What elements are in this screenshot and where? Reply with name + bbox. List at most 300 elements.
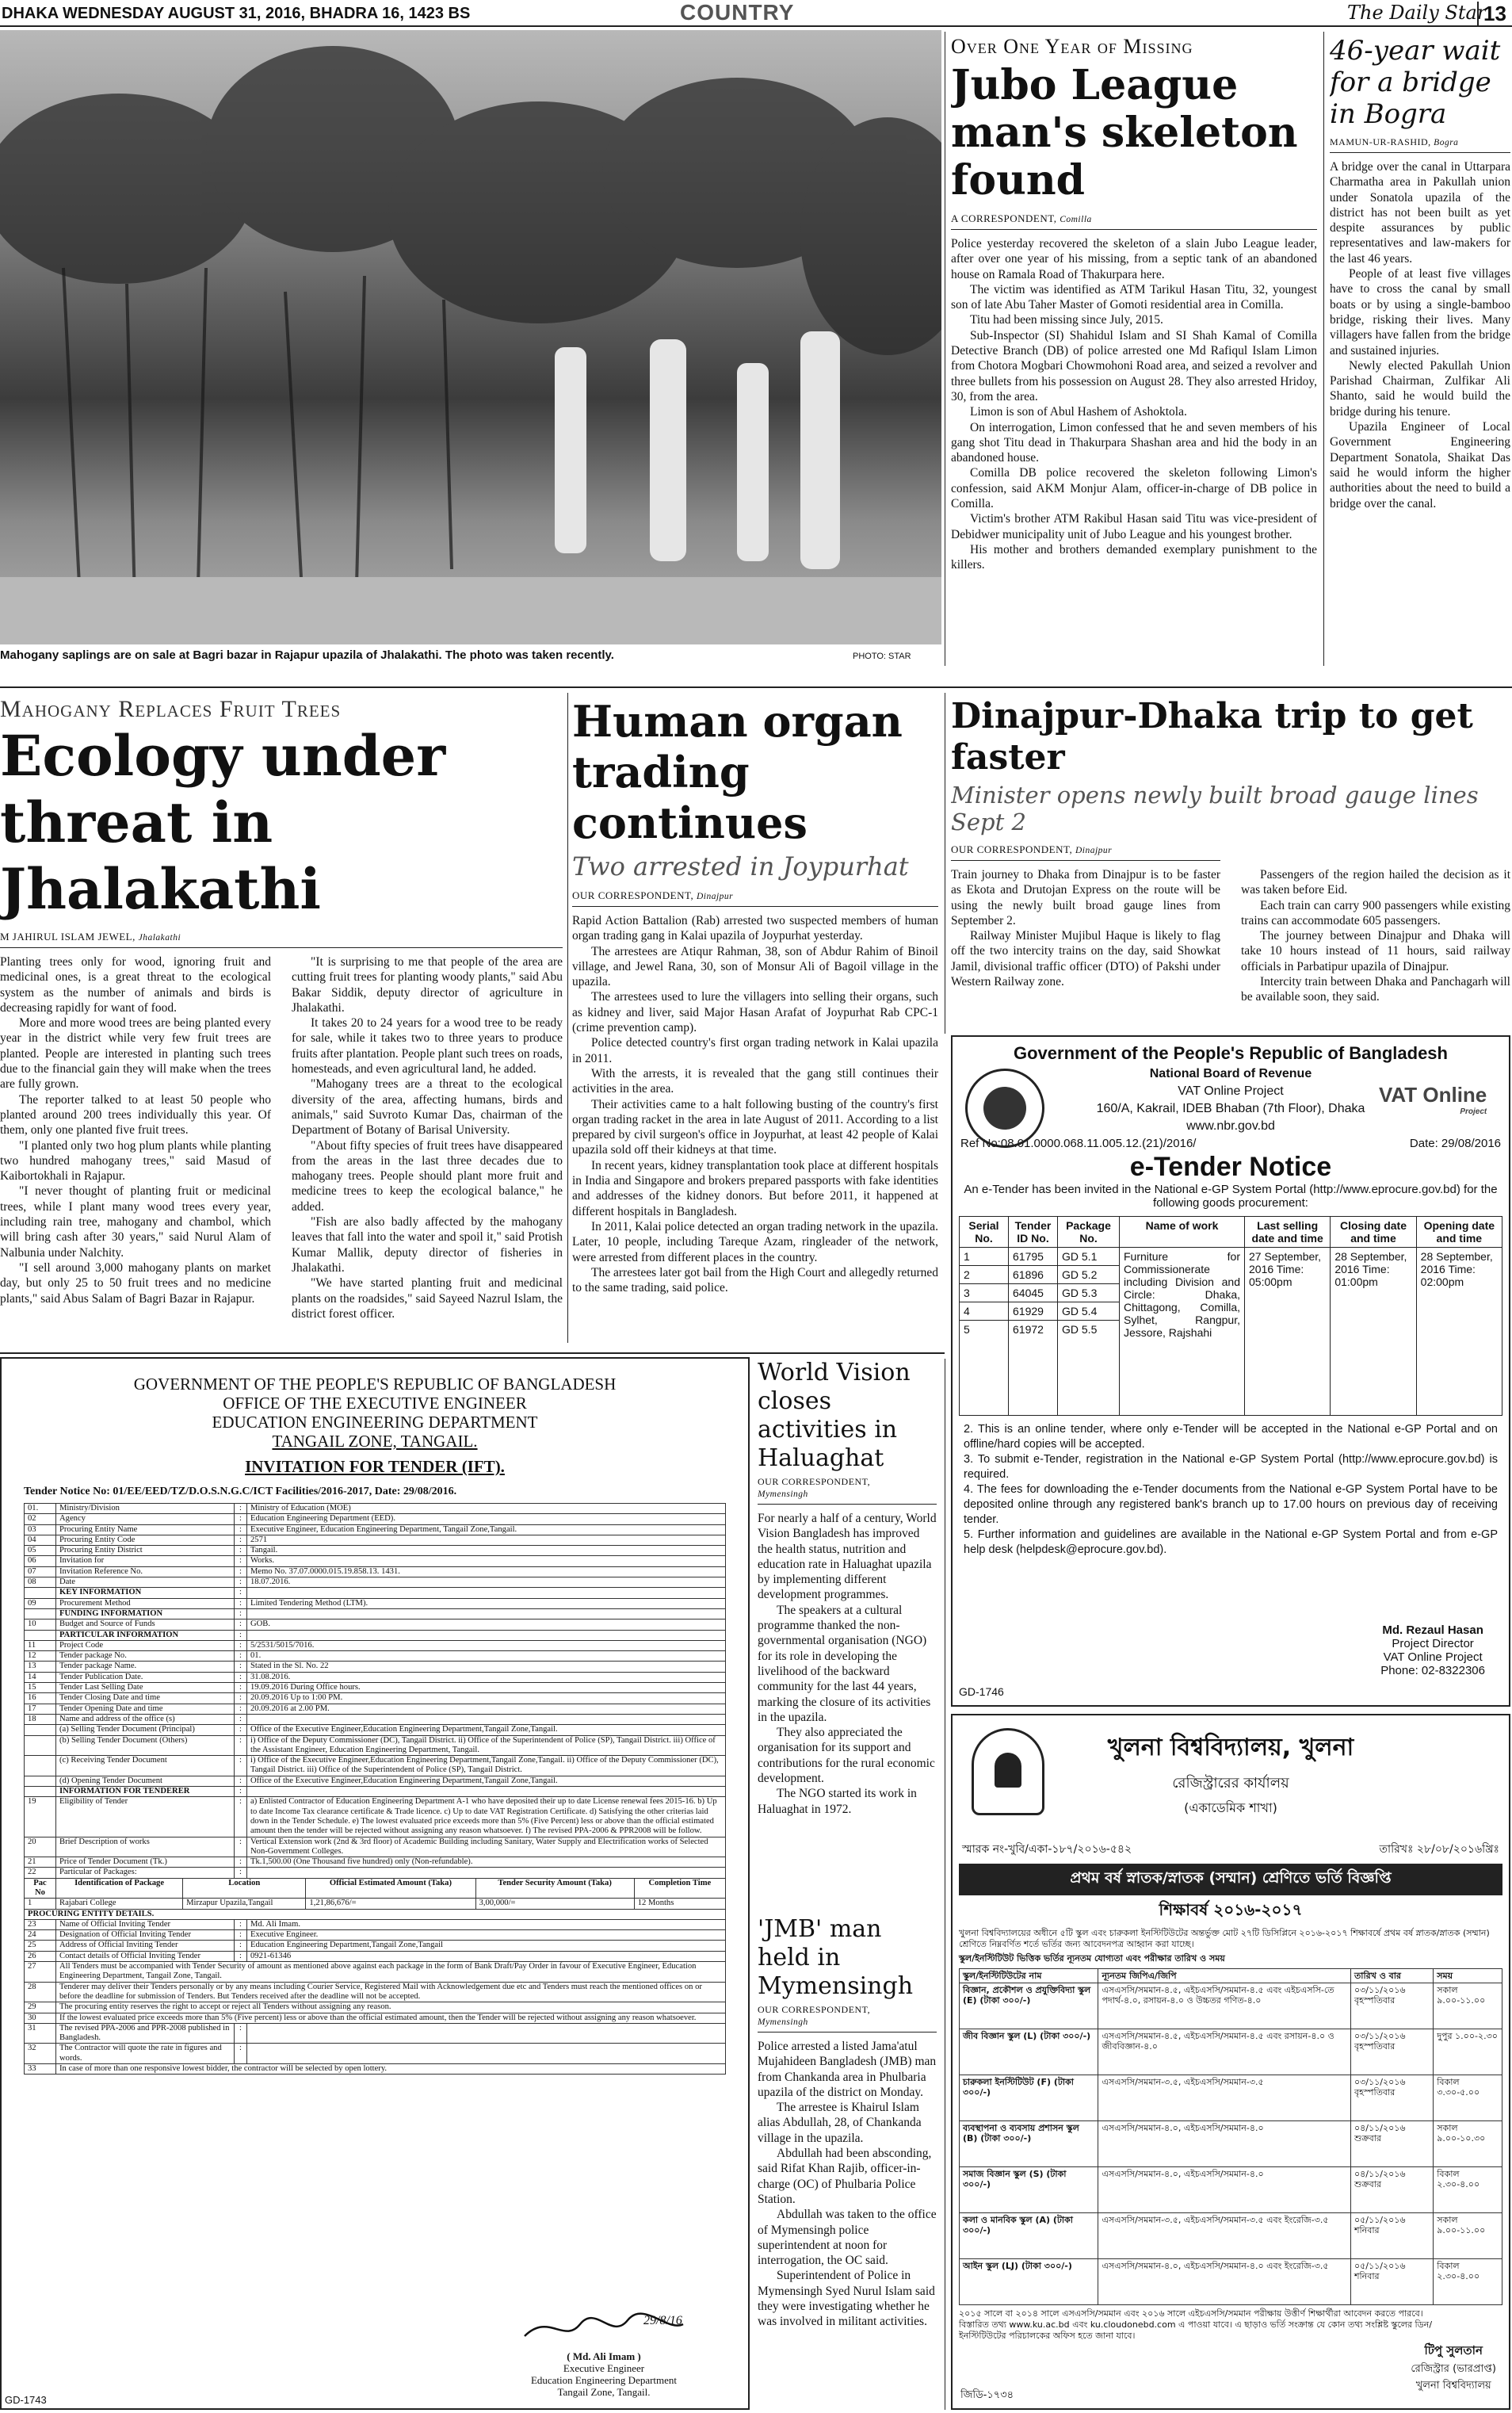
- colon-separator: :: [235, 1930, 247, 1941]
- colon-separator: :: [235, 1725, 247, 1735]
- organ-article: [572, 696, 938, 1338]
- jmb-headline: 'JMB' man held in Mymensingh: [758, 1915, 914, 2000]
- cell: 27: [25, 1962, 56, 1983]
- cell: Particular of Packages:: [56, 1868, 235, 1878]
- cell: Education Engineering Department,Tangail Zone,Tangail: [247, 1941, 726, 1951]
- cell: 18.07.2016.: [247, 1577, 726, 1588]
- paragraph: With the arrests, it is revealed that the gang still continues their activities in the area.: [572, 1066, 938, 1096]
- etender-table: [959, 1216, 1502, 1416]
- cell: Price of Tender Document (Tk.): [56, 1857, 235, 1868]
- paragraph: The speakers at a cultural programme thanked the non-governmental organisation (NGO) for its role in developing the livelihood of the backward community for the last 44 years, marking the closure of its activities in the upazila.: [758, 1603, 931, 1724]
- cell: 5/2531/5015/7016.: [247, 1640, 726, 1650]
- ift-signature: [477, 2308, 731, 2398]
- jubo-headline: Jubo League man's skeleton found: [951, 61, 1298, 205]
- sign-org: VAT Online Project: [1383, 1650, 1483, 1664]
- cell-closing: 28 September, 2016 Time: 01:00pm: [1331, 1248, 1416, 1416]
- table-row: [25, 1546, 726, 1556]
- colon-separator: :: [235, 1837, 247, 1857]
- colon-separator: :: [235, 1756, 247, 1776]
- cell: সমাজ বিজ্ঞান স্কুল (S) (টাকা ৩০০/-): [960, 2167, 1098, 2213]
- sig-date: 29/8/16: [643, 2314, 682, 2327]
- cell: 20.09.2016 Up to 1:00 PM.: [247, 1693, 726, 1704]
- colon-separator: :: [235, 1787, 247, 1797]
- paragraph: People of at least five villages have to cross the canal by small boats or by using a single-bamboo bridge, risking their lives. Many villagers have fallen from the bridge and sustained injuries.: [1330, 267, 1510, 358]
- etender-code: GD-1746: [959, 1685, 1004, 1698]
- wv-body: [758, 1511, 937, 1817]
- cell: 07: [25, 1566, 56, 1577]
- cell: i) Office of the Executive Engineer,Education Engineering Department,Tangail Zone,Tangail. ii) Office of the Deputy Commissioner (DC), Tangail District. iii) Office of the Superintendent of Police (SP), Tangail District.: [247, 1756, 726, 1776]
- note: 3. To submit e-Tender, registration in the National e-GP System Portal (http://www.eprocure.gov.bd) is required.: [964, 1453, 1498, 1481]
- table-row: [25, 1704, 726, 1714]
- mahogany-headline: Ecology under threat in Jhalakathi: [0, 723, 446, 922]
- table-header-row: [960, 1969, 1502, 1983]
- ku-office: রেজিস্ট্রারের কার্যালয়: [1172, 1775, 1289, 1792]
- cell: 02: [25, 1514, 56, 1524]
- cell: ০৪/১১/২০১৬ শুক্রবার: [1351, 2167, 1434, 2213]
- mahogany-body: [0, 954, 563, 1354]
- cell: 2571: [247, 1535, 726, 1545]
- colon-separator: :: [235, 1546, 247, 1556]
- cell-last-sell: 27 September, 2016 Time: 05:00pm: [1245, 1248, 1331, 1416]
- table-row: [25, 1588, 726, 1598]
- table-row: [25, 1630, 726, 1640]
- table-row: [25, 1837, 726, 1857]
- paragraph: Rapid Action Battalion (Rab) arrested two suspected members of human organ trading gang in Kalai upazila of Joypurhat yesterday.: [572, 914, 938, 943]
- column-header: Opening date and time: [1416, 1217, 1502, 1248]
- table-row: [25, 1930, 726, 1941]
- table-row: [25, 1683, 726, 1693]
- colon-separator: :: [235, 1504, 247, 1514]
- cell: 03: [25, 1524, 56, 1535]
- etender-notice: [951, 1035, 1510, 1707]
- colon-separator: :: [235, 1714, 247, 1724]
- cell: Stated in the Sl. No. 22: [247, 1662, 726, 1672]
- cell: [247, 2023, 726, 2044]
- column-header: Tender ID No.: [1009, 1217, 1058, 1248]
- photo-credit: PHOTO: STAR: [853, 652, 911, 661]
- table-row: [25, 1693, 726, 1704]
- ift-table: [24, 1503, 726, 1879]
- table-row: [25, 1909, 726, 1919]
- cell: Executive Engineer.: [247, 1930, 726, 1941]
- colon-separator: :: [235, 1693, 247, 1704]
- table-row: [25, 1725, 726, 1735]
- table-row: [960, 1983, 1502, 2029]
- cell: Invitation Reference No.: [56, 1566, 235, 1577]
- cell: GD 5.1: [1058, 1248, 1120, 1266]
- paragraph: The reporter talked to at least 50 people who planted around 200 trees individually this year. Of them, only one planted five fruit trees.: [0, 1092, 271, 1138]
- ift-package-table: [24, 1878, 726, 1920]
- colon-separator: :: [235, 1630, 247, 1640]
- cell: [25, 1588, 56, 1598]
- cell: ০৫/১১/২০১৬ শনিবার: [1351, 2213, 1434, 2259]
- cell: 18: [25, 1714, 56, 1724]
- cell: 3,00,000/=: [475, 1899, 634, 1909]
- train-article: [951, 696, 1510, 1029]
- table-row: [960, 2259, 1502, 2305]
- cell: 30: [25, 2013, 56, 2023]
- cell: 64045: [1009, 1284, 1058, 1302]
- colon-separator: :: [235, 1514, 247, 1524]
- ku-date: তারিখঃ ২৮/০৮/২০১৬খ্রিঃ: [1379, 1843, 1499, 1856]
- table-row: [25, 1524, 726, 1535]
- cell: Office of the Executive Engineer,Education Engineering Department,Tangail Zone,Tangail.: [247, 1725, 726, 1735]
- cell: 06: [25, 1556, 56, 1566]
- column-header: Completion Time: [634, 1878, 725, 1899]
- photo-caption: Mahogany saplings are on sale at Bagri bazar in Rajapur upazila of Jhalakathi. The photo was taken recently.: [0, 648, 614, 662]
- colon-separator: :: [235, 1919, 247, 1929]
- cell: i) Office of the Deputy Commissioner (DC), Tangail District. ii) Office of the Superintendent of Police (SP), Tangail District. iii) Office of the Assistant Engineer, Education Engineering Department, Tangail.: [247, 1735, 726, 1756]
- etender-project: VAT Online Project: [1178, 1084, 1284, 1098]
- cell: 23: [25, 1919, 56, 1929]
- sig-title: Executive Engineer: [563, 2362, 645, 2374]
- paragraph: Sub-Inspector (SI) Shahidul Islam and SI Shah Kamal of Comilla Detective Branch (DB) of police arrested one Md Rafiqul Islam Limon from Chotora Mogbari Chowmohoni Road area, and seized a revolver and three bullets from his possession on August 28. They also arrested Hridoy, 30, from the area.: [951, 328, 1317, 403]
- ift-line4: TANGAIL ZONE, TANGAIL.: [272, 1432, 478, 1451]
- jubo-kicker: Over One Year of Missing: [951, 35, 1193, 58]
- cell: (d) Opening Tender Document: [56, 1776, 235, 1786]
- colon-separator: :: [235, 2023, 247, 2044]
- cell: 33: [25, 2064, 56, 2075]
- table-row: [25, 1714, 726, 1724]
- cell: Procuring Entity Name: [56, 1524, 235, 1535]
- table-row: [25, 1651, 726, 1662]
- colon-separator: :: [235, 2044, 247, 2064]
- cell: 05: [25, 1546, 56, 1556]
- cell: Rajabari College: [56, 1899, 183, 1909]
- cell: If the lowest evaluated price exceeds more than 5% (Five percent) less or above than the official estimated amount, then the Tender will be rejected without assigning any reason whatsoever.: [56, 2013, 726, 2023]
- cell: Contact details of Official Inviting Tender: [56, 1951, 235, 1961]
- column-header: Pac No: [25, 1878, 56, 1899]
- cell: Education Engineering Department (EED).: [247, 1514, 726, 1524]
- column-header: Identification of Package: [56, 1878, 183, 1899]
- colon-separator: :: [235, 1640, 247, 1650]
- colon-separator: :: [235, 1672, 247, 1682]
- cell: 08: [25, 1577, 56, 1588]
- cell: GD 5.4: [1058, 1302, 1120, 1321]
- ku-intro: খুলনা বিশ্ববিদ্যালয়ের অধীনে ৫টি স্কুল এবং চারুকলা ইনস্টিটিউটের অন্তর্ভুক্ত মোট ২৭টি ডিসিপ্লিনে ২০১৬-২০১৭ শিক্ষাবর্ষে প্রথম বর্ষ স্নাতক/স্নাতক (সম্মান) শ্রেণিতে নিম্নবর্ণিত শর্তে ভর্তির জন্য আবেদনপত্র আহ্বান করা যাচ্ছে।: [959, 1928, 1490, 1949]
- cell: 31: [25, 2023, 56, 2044]
- table-row: [25, 1504, 726, 1514]
- organ-byline: OUR CORRESPONDENT,: [572, 889, 694, 901]
- cell: এসএসসি/সমমান-৩.৫, এইচএসসি/সমমান-৩.৫: [1098, 2075, 1351, 2121]
- cell: 0921-61346: [247, 1951, 726, 1961]
- cell: 61896: [1009, 1266, 1058, 1284]
- cell: 11: [25, 1640, 56, 1650]
- cell: In case of more than one responsive lowest bidder, the contractor will be selected by open lottery.: [56, 2064, 726, 2075]
- cell: [247, 2044, 726, 2064]
- cell: 1: [960, 1248, 1009, 1266]
- etender-signature: [1380, 1623, 1485, 1677]
- paragraph: Each train can carry 900 passengers while existing trains can accommodate 605 passengers.: [1241, 898, 1510, 927]
- bogra-body: [1330, 159, 1510, 511]
- ku-table: [959, 1968, 1502, 2305]
- cell: GOB.: [247, 1620, 726, 1630]
- paragraph: The NGO started its work in Haluaghat in 1972.: [758, 1787, 917, 1816]
- cell: সকাল ৯.০০-১১.০০: [1434, 1983, 1502, 2029]
- cell: 22: [25, 1868, 56, 1878]
- jmb-byline: OUR CORRESPONDENT,: [758, 2004, 871, 2015]
- colon-separator: :: [235, 1620, 247, 1630]
- table-row: [960, 1248, 1502, 1266]
- paragraph: A bridge over the canal in Uttarpara Charmatha area in Pakullah union under Sonatola upazila of the district has not been built as yet despite assurances by public representatives and law-makers for the last 46 years.: [1330, 160, 1510, 266]
- paragraph: The arrestees are Atiqur Rahman, 38, son of Abdur Rahim of Binoil village, and Jewel Rana, 30, son of Monsur Ali of Bagoil village in the upazila.: [572, 944, 938, 989]
- nbr-emblem-icon: [965, 1069, 1044, 1148]
- wv-article: [758, 1359, 937, 1914]
- paragraph: "Fish are also badly affected by the mahogany leaves that fall into the water and spoil it," said Protish Kumar Mallik, deputy director of fisheries in Jhalakathi.: [292, 1215, 563, 1275]
- table-row: [960, 2121, 1502, 2167]
- cell: Tenderer may deliver their Tenders personally or by any means including Courier Service, Registered Mail with Acknowledgement due etc and Tenders must reach the mentioned offices on or before the deadline for submission of Tenders. But Tenders received after the deadline will not be accepted.: [56, 1982, 726, 2002]
- cell: 12: [25, 1651, 56, 1662]
- column-header: Location: [183, 1878, 306, 1899]
- table-row: [25, 1672, 726, 1682]
- cell: The Contractor will quote the rate in figures and words.: [56, 2044, 235, 2064]
- paragraph: On interrogation, Limon confessed that he and seven members of his gang shot Titu dead in Thakurpara Shashan area and hid the body in an abandoned house.: [951, 420, 1317, 465]
- cell: [25, 1725, 56, 1735]
- cell: 15: [25, 1683, 56, 1693]
- ku-signature: [1411, 2342, 1496, 2395]
- ift-header: [24, 1375, 726, 1476]
- cell: [247, 1588, 726, 1598]
- etender-title: e-Tender Notice: [1129, 1152, 1332, 1182]
- cell: PARTICULAR INFORMATION: [56, 1630, 235, 1640]
- cell: 28: [25, 1982, 56, 2002]
- cell: 10: [25, 1620, 56, 1630]
- table-row: [25, 1556, 726, 1566]
- paragraph: Planting trees only for wood, ignoring fruit and medicinal ones, is a great threat to the ecological system as the number of animals and birds is decreasing rapidly for want of food.: [0, 955, 271, 1015]
- bogra-byline: MAMUN-UR-RASHID,: [1330, 136, 1431, 147]
- etender-gov: Government of the People's Republic of Bangladesh: [1014, 1043, 1448, 1063]
- jubo-article: [951, 35, 1317, 669]
- table-row: [25, 1608, 726, 1619]
- cell: 26: [25, 1951, 56, 1961]
- column-rule: [567, 693, 568, 1343]
- cell: 25: [25, 1941, 56, 1951]
- paragraph: "I never thought of planting fruit or medicinal trees, while I plant many wood trees every year, including rain tree, mahogany and chambol, which will bring cash after 30 years," said Nurul Alam of Nalbunia under Nalchity.: [0, 1184, 271, 1260]
- colon-separator: :: [235, 1797, 247, 1837]
- paragraph: Police yesterday recovered the skeleton of a slain Jubo League leader, after over one year of his missing, from a septic tank of an abandoned house on Ramala Road of Thakurpara here.: [951, 237, 1317, 281]
- paragraph: Police arrested a listed Jama'atul Mujahideen Bangladesh (JMB) man from Chankanda area in Phulbaria upazila of the district on Monday.: [758, 2040, 937, 2099]
- table-row: [25, 1776, 726, 1786]
- paragraph: "It is surprising to me that people of the area are cutting fruit trees for planting woody plants," said Abu Bakar Siddik, deputy director of agriculture in Jhalakathi.: [292, 955, 563, 1015]
- ku-branch: (একাডেমিক শাখা): [1184, 1800, 1277, 1815]
- train-subhead: Minister opens newly built broad gauge lines Sept 2: [951, 782, 1479, 836]
- horizontal-rule: [0, 686, 1512, 688]
- cell: The procuring entity reserves the right to accept or reject all Tenders without assigning any reason.: [56, 2002, 726, 2013]
- cell: Brief Description of works: [56, 1837, 235, 1857]
- cell: [25, 1756, 56, 1776]
- cell: GD 5.3: [1058, 1284, 1120, 1302]
- etender-board: National Board of Revenue: [1149, 1067, 1312, 1080]
- etender-refline: [953, 1134, 1509, 1150]
- cell: Works.: [247, 1556, 726, 1566]
- note: 2. This is an online tender, where only e-Tender will be accepted in the National e-GP Portal and on offline/hard copies will be accepted.: [964, 1423, 1498, 1451]
- wv-headline: World Vision closes activities in Haluaghat: [758, 1359, 911, 1472]
- colon-separator: :: [235, 1577, 247, 1588]
- cell: 19.09.2016 During Office hours.: [247, 1683, 726, 1693]
- cell: Vertical Extension work (2nd & 3rd floor) of Academic Building including Sanitary, Water Supply and Electrification works of Selected Non-Government Colleges.: [247, 1837, 726, 1857]
- paragraph: For nearly a half of a century, World Vision Bangladesh has improved the health status, nutrition and education rate in Haluaghat upazila by implementing different development programmes.: [758, 1512, 937, 1602]
- paragraph: His mother and brothers demanded exemplary punishment to the killers.: [951, 542, 1317, 572]
- cell: [247, 1608, 726, 1619]
- cell: দুপুর ১.০০-২.৩০: [1434, 2029, 1502, 2075]
- cell: Eligibility of Tender: [56, 1797, 235, 1837]
- sign-phone: Phone: 02-8322306: [1380, 1664, 1485, 1677]
- paragraph: Abdullah was taken to the office of Mymensingh police superintendent at noon for interrogation, the OC said.: [758, 2208, 937, 2268]
- etender-ref: Ref No:08.01.0000.068.11.005.12.(21)/2016/: [960, 1137, 1197, 1150]
- table-row: [25, 1640, 726, 1650]
- column-header: Last selling date and time: [1245, 1217, 1331, 1248]
- colon-separator: :: [235, 1662, 247, 1672]
- mahogany-article: [0, 696, 563, 1354]
- paragraph: Limon is son of Abul Hashem of Ashoktola.: [970, 405, 1187, 419]
- column-header: Official Estimated Amount (Taka): [306, 1878, 475, 1899]
- cell: INFORMATION FOR TENDERER: [56, 1787, 235, 1797]
- cell: Office of the Executive Engineer,Education Engineering Department,Tangail Zone,Tangail.: [247, 1776, 726, 1786]
- mahogany-photo: [0, 30, 941, 644]
- column-header: Name of work: [1120, 1217, 1245, 1248]
- cell: এসএসসি/সমমান-৪.৫, এইচএসসি/সমমান-৪.৫ এবং রসায়ন-৪.০ ও জীববিজ্ঞান-৪.০: [1098, 2029, 1351, 2075]
- cell: Address of Official Inviting Tender: [56, 1941, 235, 1951]
- table-row: [25, 1735, 726, 1756]
- cell: এসএসসি/সমমান-৪.০, এইচএসসি/সমমান-৪.০: [1098, 2121, 1351, 2167]
- cell: Name and address of the office (s): [56, 1714, 235, 1724]
- column-header: ন্যূনতম জিপিএ/জিপি: [1098, 1969, 1351, 1983]
- cell: 13: [25, 1662, 56, 1672]
- cell: Project Code: [56, 1640, 235, 1650]
- table-row: [25, 1951, 726, 1961]
- organ-subhead: Two arrested in Joypurhat: [572, 851, 909, 881]
- table-row: [25, 2002, 726, 2013]
- cell: চারুকলা ইনস্টিটিউট (F) (টাকা ৩০০/-): [960, 2075, 1098, 2121]
- cell: PROCURING ENTITY DETAILS.: [25, 1909, 726, 1919]
- cell: [247, 1787, 726, 1797]
- etender-address: 160/A, Kakrail, IDEB Bhaban (7th Floor), Dhaka: [1096, 1102, 1365, 1115]
- mahogany-kicker: Mahogany Replaces Fruit Trees: [0, 696, 342, 722]
- page-number: 13: [1477, 2, 1506, 26]
- paragraph: "We have started planting fruit and medicinal plants on the roadsides," said Sayeed Nazrul Islam, the district forest officer.: [292, 1276, 563, 1321]
- etender-notes: [953, 1416, 1509, 1564]
- cell-opening: 28 September, 2016 Time: 02:00pm: [1416, 1248, 1502, 1416]
- ku-sign-name: টিপু সুলতান: [1424, 2343, 1483, 2358]
- paragraph: "Mahogany trees are a threat to the ecological diversity of the area, affecting humans, birds and animals," said Suvroto Kumar Das, chairman of the Department of Botany of Barisal University.: [292, 1077, 563, 1138]
- cell: FUNDING INFORMATION: [56, 1608, 235, 1619]
- paragraph: The journey between Dinajpur and Dhaka will take 10 hours instead of 11 hours, said railway officials in Parbatipur upazila of Dinajpur.: [1241, 929, 1510, 973]
- table-row: [25, 2064, 726, 2075]
- cell: Memo No. 37.07.0000.015.19.858.13. 1431.: [247, 1566, 726, 1577]
- table-row: [25, 1598, 726, 1608]
- paragraph: They also appreciated the organisation for its support and contributions for the rural economic development.: [758, 1726, 935, 1786]
- cell: জীব বিজ্ঞান স্কুল (L) (টাকা ৩০০/-): [960, 2029, 1098, 2075]
- cell: Tender Publication Date.: [56, 1672, 235, 1682]
- table-row: [960, 2167, 1502, 2213]
- cell: বিকাল ৩.৩০-৫.০০: [1434, 2075, 1502, 2121]
- wv-place: Mymensingh: [758, 1489, 808, 1499]
- ift-notice: [0, 1357, 750, 2410]
- table-row: [25, 1868, 726, 1878]
- cell: (a) Selling Tender Document (Principal): [56, 1725, 235, 1735]
- ift-line1: GOVERNMENT OF THE PEOPLE'S REPUBLIC OF BANGLADESH: [133, 1375, 617, 1394]
- cell: Ministry of Education (MOE): [247, 1504, 726, 1514]
- cell: Date: [56, 1577, 235, 1588]
- column-rule: [1323, 32, 1324, 666]
- table-row: [25, 1941, 726, 1951]
- paragraph: In 2011, Kalai police detected an organ trading network in the upazila. Later, 10 people, including Tareque Azam, ringleader of the network, were arrested from different places in the country.: [572, 1219, 938, 1264]
- jmb-place: Mymensingh: [758, 2017, 808, 2027]
- table-row: [25, 1787, 726, 1797]
- train-byline: OUR CORRESPONDENT,: [951, 843, 1073, 855]
- organ-headline: Human organ trading continues: [572, 696, 903, 848]
- sign-name: Md. Rezaul Hasan: [1382, 1623, 1483, 1637]
- cell: বিকাল ২.৩০-৪.০০: [1434, 2167, 1502, 2213]
- cell: ব্যবস্থাপনা ও ব্যবসায় প্রশাসন স্কুল (B) (টাকা ৩০০/-): [960, 2121, 1098, 2167]
- ift-entity-table: [24, 1919, 726, 2075]
- jubo-place: Comilla: [1060, 215, 1092, 224]
- cell: 61795: [1009, 1248, 1058, 1266]
- ku-title: খুলনা বিশ্ববিদ্যালয়, খুলনা: [1107, 1734, 1354, 1761]
- colon-separator: :: [235, 1857, 247, 1868]
- colon-separator: :: [235, 1524, 247, 1535]
- cell: [25, 1608, 56, 1619]
- photo-illustration: [0, 30, 941, 644]
- paragraph: Intercity train between Dhaka and Panchagarh will be available soon, they said.: [1241, 975, 1510, 1004]
- cell: 04: [25, 1535, 56, 1545]
- cell: বিজ্ঞান, প্রকৌশল ও প্রযুক্তিবিদ্যা স্কুল (E) (টাকা ৩০০/-): [960, 1983, 1098, 2029]
- note: 5. Further information and guidelines are available in the National e-GP System Portal and from e-GP help desk (helpdesk@eprocure.gov.bd).: [964, 1528, 1498, 1556]
- cell: Procuring Entity Code: [56, 1535, 235, 1545]
- cell: a) Enlisted Contractor of Education Engineering Department A-1 who have deposited their up to date License renewal fees 2015-16. b) Up to date Income Tax clearance certificate & Trade licence. c) Up to date VAT Registration Certificate. d) Satisfying the other criterias laid down in the Tender Schedule. e) The lowest evaluated price exceeds more than 5% (Five Percent) less or above than the official estimated amount then the tender will be rejected without assigning any reason whatsoever. f) The revised PPA-2006 & PPR2008 will be follow.: [247, 1797, 726, 1837]
- table-row: [25, 1919, 726, 1929]
- cell: 01.: [25, 1504, 56, 1514]
- note: 4. The fees for downloading the e-Tender documents from the National e-GP System Portal have to be deposited online through any registered bank's branch up to 17.00 hours on previous day of receiving tender.: [964, 1483, 1498, 1526]
- cell-work: Furniture for Commissionerate including Division and Circle: Dhaka, Chittagong, Comilla, Sylhet, Rangpur, Jessore, Rajshahi: [1120, 1248, 1245, 1416]
- cell: KEY INFORMATION: [56, 1588, 235, 1598]
- ku-banner: প্রথম বর্ষ স্নাতক/স্নাতক (সম্মান) শ্রেণিতে ভর্তি বিজ্ঞপ্তি: [959, 1864, 1502, 1895]
- paper-logo: The Daily Star: [1347, 2, 1487, 24]
- cell: (b) Selling Tender Document (Others): [56, 1735, 235, 1756]
- organ-place: Dinajpur: [696, 892, 734, 901]
- cell: 2: [960, 1266, 1009, 1284]
- table-row: [25, 1857, 726, 1868]
- paragraph: Comilla DB police recovered the skeleton following Limon's confession, said AKM Monjur Alam, officer-in-charge of DB police in Comilla.: [951, 466, 1317, 511]
- cell: 61972: [1009, 1321, 1058, 1416]
- cell: 12 Months: [634, 1899, 725, 1909]
- paragraph: Police detected country's first organ trading network in Kalai upazila in 2011.: [572, 1036, 938, 1065]
- ku-section: স্কুল/ইনস্টিটিউট ভিত্তিক ভর্তির ন্যূনতম যোগ্যতা এবং পরীক্ষার তারিখ ও সময়: [959, 1953, 1225, 1964]
- colon-separator: :: [235, 1776, 247, 1786]
- sig-dept: Education Engineering Department: [530, 2374, 678, 2386]
- cell: Name of Official Inviting Tender: [56, 1919, 235, 1929]
- ku-footer: ২০১৫ সালে বা ২০১৪ সালে এসএসসি/সমমান এবং ২০১৬ সালে এইচএসসি/সমমান পরীক্ষায় উত্তীর্ণ শিক্ষার্থীরা আবেদন করতে পারবে। বিস্তারিত তথ্য www.ku.ac.bd এবং ku.cloudonebd.com এ পাওয়া যাবে। এ ছাড়াও ভর্তি সংক্রান্ত যে কোন তথ্য সংশ্লিষ্ট স্কুলের ডিন/ইনস্টিটিউটের পরিচালকের অফিস হতে জানা যাবে।: [959, 2308, 1433, 2341]
- cell: [247, 1714, 726, 1724]
- cell: 16: [25, 1693, 56, 1704]
- colon-separator: :: [235, 1535, 247, 1545]
- paragraph: More and more wood trees are being planted every year in the district while very few fruit trees are planted. People are interested in planting such trees due to the financial gain they will make when the trees are fully grown.: [0, 1016, 271, 1092]
- ift-line2: OFFICE OF THE EXECUTIVE ENGINEER: [223, 1394, 527, 1413]
- cell: Executive Engineer, Education Engineering Department, Tangail Zone,Tangail.: [247, 1524, 726, 1535]
- paragraph: Titu had been missing since July, 2015.: [970, 313, 1163, 327]
- cell: সকাল ৯.০০-১১.০০: [1434, 2213, 1502, 2259]
- vat-logo-text: VAT Online: [1379, 1083, 1487, 1107]
- ku-memo-line: [959, 1840, 1502, 1859]
- cell: 32: [25, 2044, 56, 2064]
- colon-separator: :: [235, 1566, 247, 1577]
- cell: 3: [960, 1284, 1009, 1302]
- paragraph: The victim was identified as ATM Tarikul Hasan Titu, 32, youngest son of late Abu Taher Master of Gomoti residential area in Comilla.: [951, 282, 1317, 312]
- colon-separator: :: [235, 1941, 247, 1951]
- paragraph: Passengers of the region hailed the decision as it was taken before Eid.: [1241, 868, 1510, 897]
- table-header-row: [960, 1217, 1502, 1248]
- ku-memo: স্মারক নং-খুবি/একা-১৮৭/২০১৬-৫৪২: [962, 1843, 1132, 1856]
